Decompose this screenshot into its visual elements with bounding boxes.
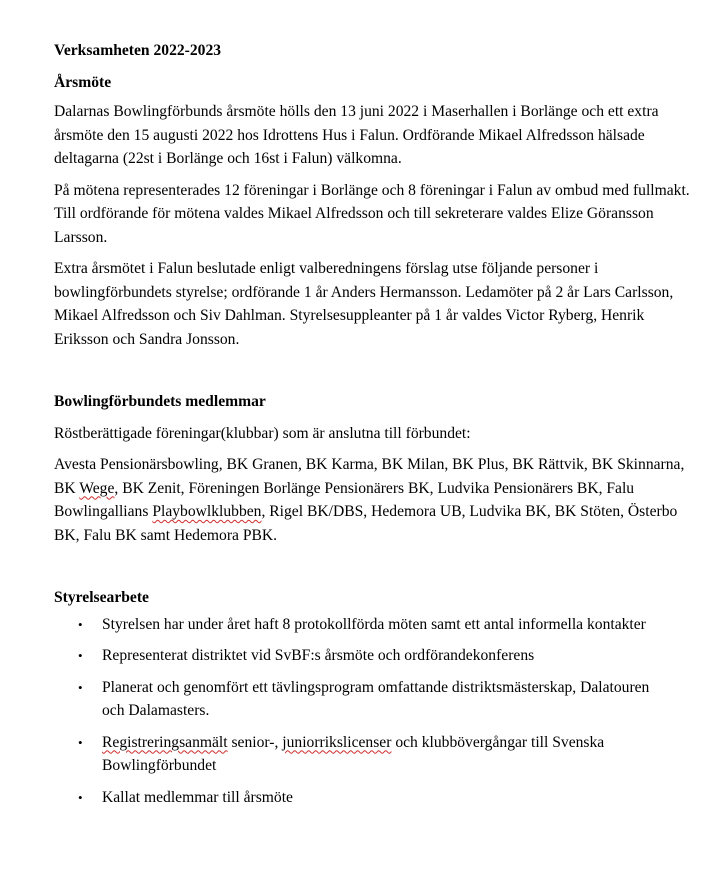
board-work-list — [54, 613, 694, 810]
spellcheck-word-wege: Wege — [79, 479, 115, 497]
list-item — [54, 676, 662, 723]
bullet-icon: • — [78, 679, 83, 695]
list-item-text: Kallat medlemmar till årsmöte — [102, 788, 293, 806]
list-item-text-mid: senior-, — [227, 733, 283, 751]
club-list-part-2: , BK Zenit, Föreningen Borlänge Pensionärers BK, Ludvika Pensionärers BK, Falu Bowlingallians — [54, 479, 635, 520]
document-page — [54, 39, 694, 817]
list-item-text-rest: och klubbövergångar till Svenska Bowlingförbundet — [102, 733, 605, 774]
bullet-icon: • — [78, 734, 83, 750]
annual-meeting-paragraph-1: Dalarnas Bowlingförbunds årsmöte hölls den 13 juni 2022 i Maserhallen i Borlänge och ett extra årsmöte den 15 augusti 2022 hos Idrottens Hus i Falun. Ordförande Mikael Alfredsson hälsade deltagarna (22st i Borlänge och 16st i Falun) välkomna. — [54, 103, 659, 167]
list-item — [54, 613, 662, 637]
spellcheck-word-registreringsanmalt: Registreringsanmält — [102, 733, 228, 751]
bullet-icon: • — [78, 616, 83, 632]
club-list-part-1: Avesta Pensionärsbowling, BK Granen, BK Karma, BK Milan, BK Plus, BK Rättvik, BK Skinnarna, BK — [54, 456, 685, 497]
board-heading: Styrelsearbete — [54, 589, 149, 606]
list-item — [54, 644, 662, 668]
spellcheck-word-playbowlklubben: Playbowlklubben — [152, 503, 262, 520]
annual-meeting-paragraph-2: På mötena representerades 12 föreningar i Borlänge och 8 föreningar i Falun av ombud med fullmakt. Till ordförande för mötena valdes Mikael Alfredsson och till sekreterare valdes Elize Göransson Larsson. — [54, 181, 690, 246]
document-title: Verksamheten 2022-2023 — [54, 42, 222, 59]
list-item — [54, 731, 662, 778]
bullet-icon: • — [78, 789, 83, 805]
annual-meeting-paragraph-3: Extra årsmötet i Falun beslutade enligt valberedningens förslag utse följande personer i bowlingförbundets styrelse; ordförande 1 år Anders Hermansson. Ledamöter på 2 år Lars Carlsson, Mikael Alfredsson och Siv Dahlman. Styrelsesuppleanter på 1 år valdes Victor Ryberg, Henrik Eriksson och Sandra Jonsson. — [54, 260, 674, 348]
members-club-list — [54, 453, 694, 547]
club-list-part-3: , Rigel BK/DBS, Hedemora UB, Ludvika BK, BK Stöten, Österbo BK, Falu BK samt Hedemora PBK. — [54, 503, 678, 544]
spellcheck-word-juniorrikslicenser: juniorrikslicenser — [282, 733, 392, 751]
members-heading: Bowlingförbundets medlemmar — [54, 393, 266, 410]
members-intro: Röstberättigade föreningar(klubbar) som är anslutna till förbundet: — [54, 424, 471, 442]
annual-meeting-heading: Årsmöte — [54, 73, 112, 91]
list-item-text — [102, 734, 604, 775]
list-item-text: Representerat distriktet vid SvBF:s årsmöte och ordförandekonferens — [102, 647, 535, 664]
bullet-icon: • — [78, 648, 83, 663]
list-item-text: Styrelsen har under året haft 8 protokollförda möten samt ett antal informella kontakter — [102, 615, 646, 633]
list-item-text: Planerat och genomfört ett tävlingsprogram omfattande distriktsmästerskap, Dalatouren och Dalamasters. — [102, 678, 650, 719]
list-item — [54, 786, 662, 810]
